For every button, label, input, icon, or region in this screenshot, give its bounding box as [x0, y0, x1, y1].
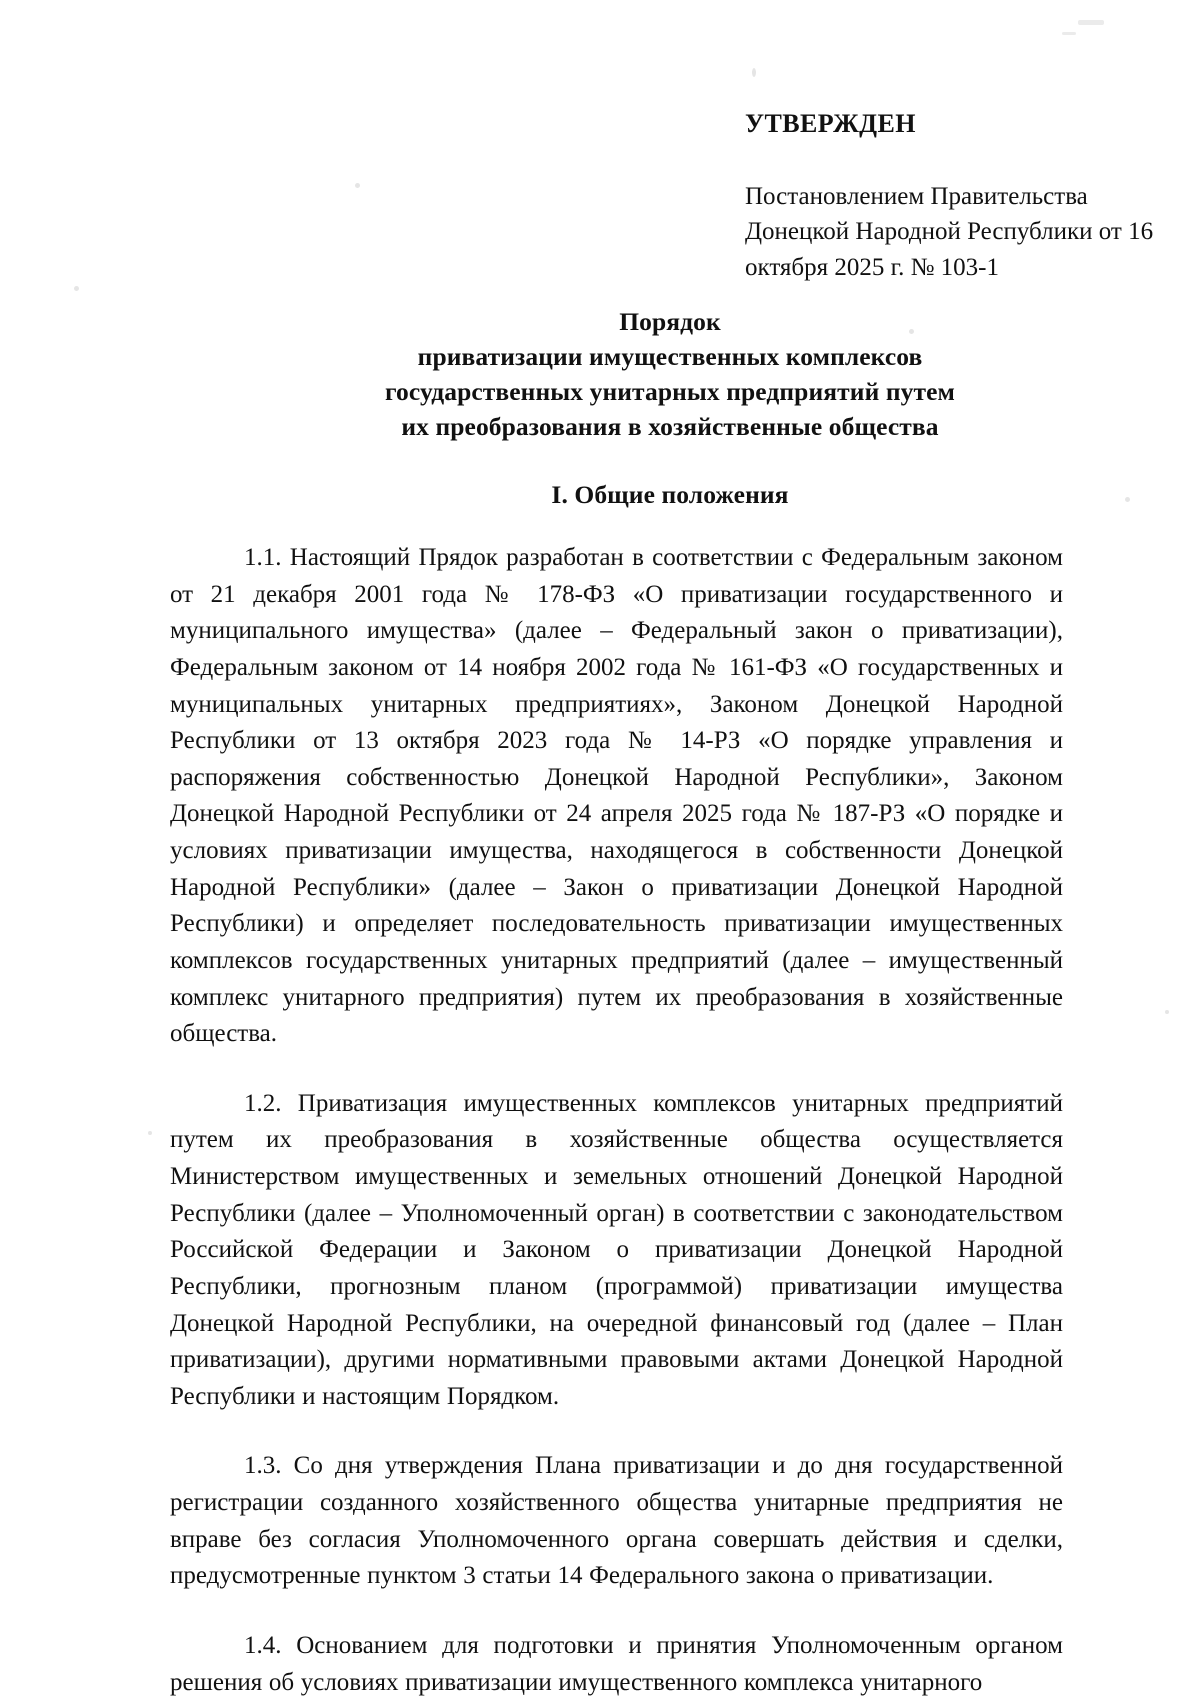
scan-speck — [148, 1131, 152, 1135]
title-line-4: их преобразования в хозяйственные общества — [401, 411, 939, 441]
approval-reference: Постановлением Правительства Донецкой Народной Республики от 16 октября 2025 г. № 103-1 — [745, 182, 1154, 281]
scan-speck — [74, 286, 79, 291]
scan-artifact — [1062, 32, 1076, 35]
paragraph-1-1: 1.1. Настоящий Прядок разработан в соответствии с Федеральным законом от 21 декабря 2001 года № 178-ФЗ «О приватизации государственного и муниципального имущества» (далее – Федеральный закон о приватизации), Федеральным законом от 14 ноября 2002 года № 161-ФЗ «О государственных и муниципальных унитарных предприятиях», Законом Донецкой Народной Республики от 13 октября 2023 года № 14-РЗ «О порядке управления и распоряжения собственностью Донецкой Народной Республики», Законом Донецкой Народной Республики от 24 апреля 2025 года № 187-РЗ «О порядке и условиях приватизации имущества, находящегося в собственности Донецкой Народной Республики» (далее – Закон о приватизации Донецкой Народной Республики) и определяет последовательность приватизации имущественных комплексов государственных унитарных предприятий (далее – имущественный комплекс унитарного предприятия) путем их преобразования в хозяйственные общества. — [170, 544, 1063, 1048]
title-line-2: приватизации имущественных комплексов — [417, 341, 923, 371]
scan-artifact — [1078, 20, 1104, 25]
approval-block — [745, 108, 1165, 285]
scan-speck — [752, 68, 756, 77]
scan-speck — [1165, 1010, 1169, 1014]
title-line-1: Порядок — [619, 307, 721, 336]
paragraph-1-4: 1.4. Основанием для подготовки и принятия Уполномоченным органом решения об условиях приватизации имущественного комплекса унитарного — [170, 1631, 1063, 1696]
paragraph-1-3: 1.3. Со дня утверждения Плана приватизации и до дня государственной регистрации созданного хозяйственного общества унитарные предприятия не вправе без согласия Уполномоченного органа совершать действия и сделки, предусмотренные пунктом 3 статьи 14 Федерального закона о приватизации. — [170, 1452, 1063, 1590]
page-title — [170, 305, 1170, 445]
title-line-3: государственных унитарных предприятий путем — [385, 376, 955, 406]
document-body — [170, 540, 1063, 1697]
paragraph-1-2: 1.2. Приватизация имущественных комплексов унитарных предприятий путем их преобразования в хозяйственные общества осуществляется Министерством имущественных и земельных отношений Донецкой Народной Республики (далее – Уполномоченный орган) в соответствии с законодательством Российской Федерации и Законом о приватизации Донецкой Народной Республики, прогнозным планом (программой) приватизации имущества Донецкой Народной Республики, на очередной финансовый год (далее – План приватизации), другими нормативными правовыми актами Донецкой Народной Республики и настоящим Порядком. — [170, 1089, 1063, 1410]
section-heading: I. Общие положения — [551, 480, 789, 509]
approval-word: УТВЕРЖДЕН — [745, 109, 916, 138]
scan-speck — [355, 183, 360, 188]
